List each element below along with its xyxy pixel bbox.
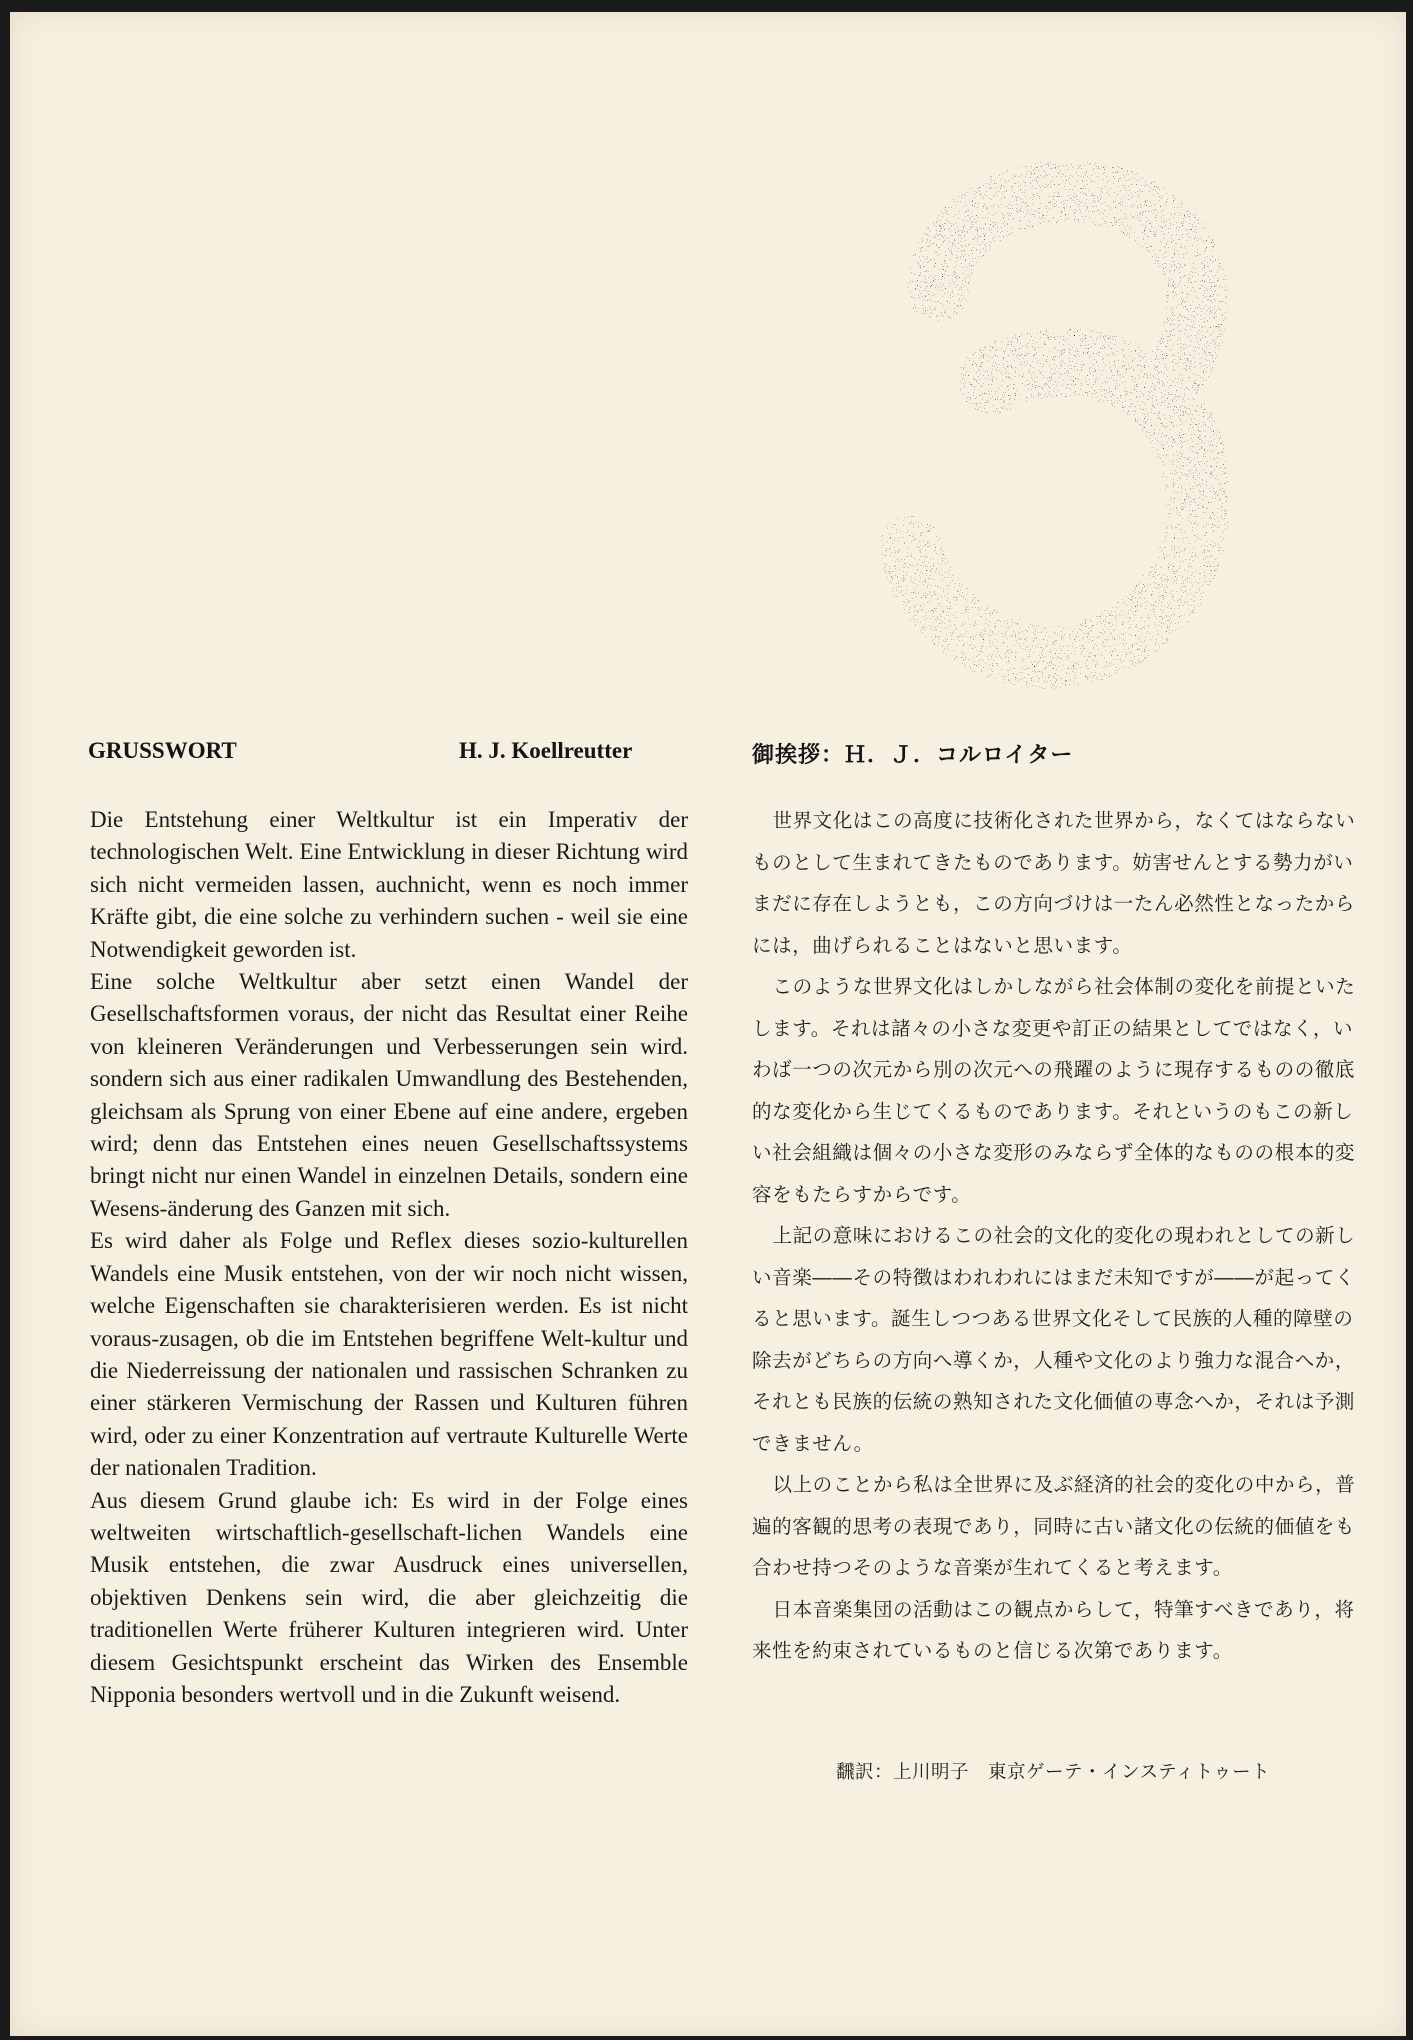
japanese-paragraph: このような世界文化はしかしながら社会体制の変化を前提といたします。それは諸々の小さな変更や訂正の結果としてではなく，いわば一つの次元から別の次元への飛躍のように現存するものの徹底的な変化から生じてくるものであります。それというのもこの新しい社会組織は個々の小さな変形のみならず全体的なものの根本的変容をもたらすからです。 — [752, 975, 1356, 1206]
author-name: H. J. Koellreutter — [459, 738, 633, 763]
german-paragraph: Es wird daher als Folge und Reflex dieses sozio-kulturellen Wandels eine Musik entstehen, von der wir noch nicht wissen, welche Eigenschaften sie charakterisieren werden. Es ist nicht voraus-zusagen, ob die im Entstehen begriffene Welt-kultur und die Niederreissung der nationalen und rassischen Schranken zu einer stärkeren Vermischung der Rassen und Kulturen führen wird, oder zu einer Konzentration auf vertraute Kulturelle Werte der nationalen Tradition. — [90, 1228, 688, 1481]
japanese-paragraph: 以上のことから私は全世界に及ぶ経済的社会的変化の中から，普遍的客観的思考の表現であり，同時に古い諸文化の伝統的価値をも合わせ持つそのような音楽が生れてくると考えます。 — [752, 1473, 1356, 1579]
german-paragraph: Die Entstehung einer Weltkultur ist ein Imperativ der technologischen Welt. Eine Entwicklung in dieser Richtung wird sich nicht vermeiden lassen, auchnicht, wenn es noch immer Kräfte gibt, die eine solche zu verhindern suchen - weil sie eine Notwendigkeit geworden ist. — [90, 807, 688, 962]
japanese-text — [752, 800, 1360, 1672]
stippled-numeral-3-icon — [880, 162, 1240, 717]
section-title: GRUSSWORT — [88, 738, 237, 763]
translator-credit: 飜訳：上川明子 東京ゲーテ・インスティトゥート — [836, 1762, 1271, 1783]
japanese-title: 御挨拶：Ｈ．Ｊ．コルロイター — [752, 743, 1074, 768]
page — [10, 12, 1406, 2036]
german-paragraph: Aus diesem Grund glaube ich: Es wird in der Folge eines weltweiten wirtschaftlich-gesellschaft-lichen Wandels eine Musik entstehen, die zwar Ausdruck eines universellen, objektiven Denkens sein wird, die aber gleichzeitig die traditionellen Werte früherer Kulturen integrieren wird. Unter diesem Gesichtspunkt erscheint das Wirken des Ensemble Nipponia besonders wertvoll und in die Zukunft weisend. — [90, 1487, 688, 1707]
german-paragraph: Eine solche Weltkultur aber setzt einen Wandel der Gesellschaftsformen voraus, der nicht das Resultat einer Reihe von kleineren Veränderungen und Verbesserungen sein wird. sondern sich aus einer radikalen Umwandlung des Bestehenden, gleichsam als Sprung von einer Ebene auf eine andere, ergeben wird; denn das Entstehen eines neuen Gesellschaftssystems bringt nicht nur einen Wandel in einzelnen Details, sondern eine Wesens-änderung des Ganzen mit sich. — [90, 969, 688, 1221]
japanese-paragraph: 上記の意味におけるこの社会的文化的変化の現われとしての新しい音楽――その特徴はわれわれにはまだ未知ですが――が起ってくると思います。誕生しつつある世界文化そして民族的人種的障壁の除去がどちらの方向へ導くか，人種や文化のより強力な混合へか，それとも民族的伝統の熟知された文化価値の専念へか，それは予測できません。 — [752, 1224, 1356, 1455]
german-text — [90, 804, 688, 1711]
japanese-paragraph: 日本音楽集団の活動はこの観点からして，特筆すべきであり，将来性を約束されているものと信じる次第であります。 — [752, 1597, 1355, 1662]
japanese-paragraph: 世界文化はこの高度に技術化された世界から，なくてはならないものとして生まれてきたものであります。妨害せんとする勢力がいまだに存在しようとも，この方向づけは一たん必然性となったからには，曲げられることはないと思います。 — [752, 809, 1356, 957]
